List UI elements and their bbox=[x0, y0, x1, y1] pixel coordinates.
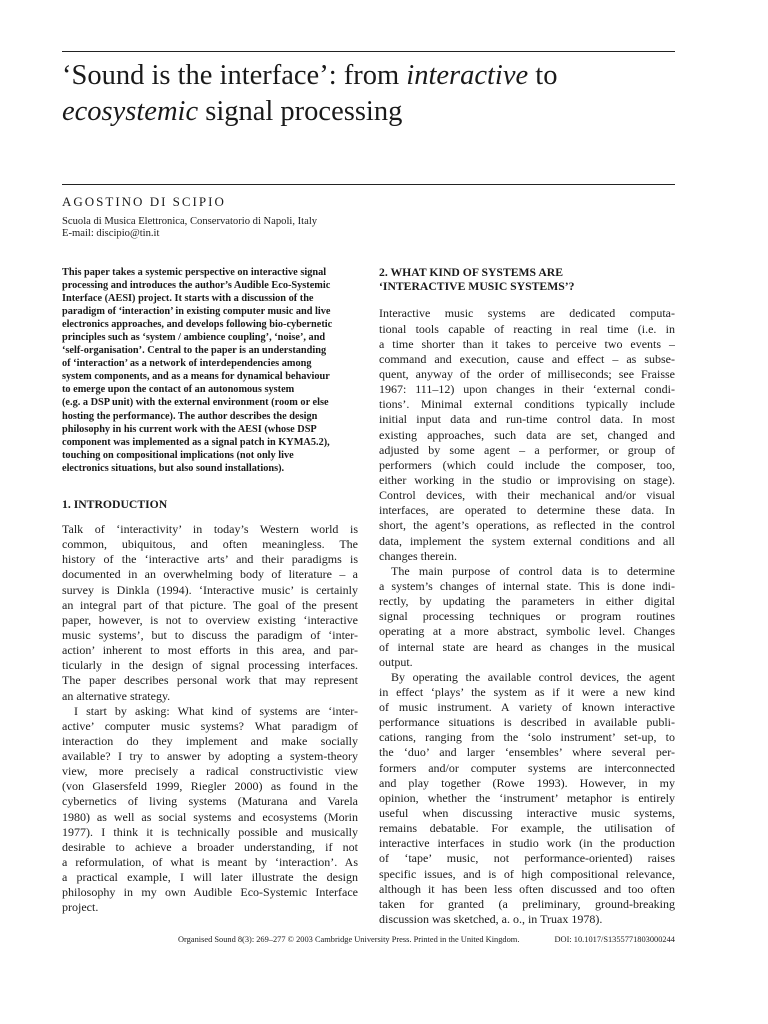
text-line: in effect ‘plays’ the system as if it were a new kind bbox=[379, 684, 675, 699]
text-line: (e.g. a DSP unit) with the external environment (room or else bbox=[62, 397, 329, 409]
text-line: formers and/or computer systems are interconnected bbox=[379, 760, 675, 775]
text-line: interfaces, are operated to determine these data. In bbox=[379, 503, 675, 518]
text-line: and play together (Rowe 1993). However, in my bbox=[379, 775, 675, 790]
text-line: paper, however, is not to overview existing ‘interactive bbox=[62, 612, 358, 627]
text-line: music systems’, but to discuss the paradigm of ‘inter- bbox=[62, 627, 358, 642]
text-line: philosophy in his current work with the AESI (whose DSP bbox=[62, 423, 317, 435]
text-line: tional tools capable of reacting in real time (i.e. in bbox=[379, 321, 675, 336]
top-rule bbox=[62, 51, 675, 52]
text-line: processing and introduces the author’s Audible Eco-Systemic bbox=[62, 280, 331, 292]
text-line: electronics approaches, and develops following bio-cybernetic bbox=[62, 319, 333, 331]
paper-title: ‘Sound is the interface’: from interactive to ecosystemic signal processing bbox=[62, 60, 558, 127]
text-line: project. bbox=[62, 900, 99, 915]
abstract bbox=[62, 266, 358, 475]
text-line: existing approaches, such data are set, changed and bbox=[379, 427, 675, 442]
text-line: electronics situations, but also sound installations). bbox=[62, 462, 285, 474]
text-line: The paper describes personal work that may represent bbox=[62, 673, 358, 688]
text-line: initial input data and run-time control data. In most bbox=[379, 412, 675, 427]
text-line: 1980) as well as social systems and ecosystems (Morin bbox=[62, 809, 358, 824]
text-line: a practical example, I will later illustrate the design bbox=[62, 870, 358, 885]
text-line: adjusted by some agent – a performer, or group of bbox=[379, 442, 675, 457]
text-line: a time shorter than it takes to perceive two events – bbox=[379, 336, 675, 351]
text-line: The main purpose of control data is to determine bbox=[391, 563, 675, 578]
text-line: 1967: 111–12) upon changes in their ‘external condi- bbox=[379, 382, 675, 397]
text-line: tions’. Minimal external conditions typically include bbox=[379, 397, 675, 412]
text-line: short, the agent’s operations, as reflected in the control bbox=[379, 518, 675, 533]
text-line: of internal state are heard as changes in the musical bbox=[379, 639, 675, 654]
text-line: command and execution, cause and effect – as subse- bbox=[379, 351, 675, 366]
text-line: interaction do they implement and make socially bbox=[62, 733, 358, 748]
text-line: output. bbox=[379, 654, 413, 669]
text-line: survey is Dinkla (1994). ‘Interactive music’ is certainly bbox=[62, 582, 358, 597]
section-2-heading: 2. WHAT KIND OF SYSTEMS ARE ‘INTERACTIVE MUSIC SYSTEMS’? bbox=[379, 266, 575, 294]
text-line: of music instrument. A variety of known interactive bbox=[379, 700, 675, 715]
text-line: to emerge upon the contact of an autonomous system bbox=[62, 384, 295, 396]
text-line: opinion, whether the ‘instrument’ metaphor is entirely bbox=[379, 790, 675, 805]
text-line: By operating the available control devices, the agent bbox=[391, 669, 675, 684]
text-line: operating at a more abstract, symbolic level. Changes bbox=[379, 624, 675, 639]
text-line: history of the ‘interactive arts’ and their paradigms is bbox=[62, 552, 358, 567]
text-line: remains debatable. For example, the utilisation of bbox=[379, 821, 675, 836]
text-line: data, implement the system external conditions and all bbox=[379, 533, 675, 548]
text-line: Talk of ‘interactivity’ in today’s Western world is bbox=[62, 521, 358, 536]
text-line: although it has been less often discussed and too often bbox=[379, 881, 675, 896]
text-line: hosting the performance). The author describes the design bbox=[62, 410, 318, 422]
text-line: of ‘tape’ music, not performance-oriented) raises bbox=[379, 851, 675, 866]
title-rule bbox=[62, 184, 675, 185]
text-line: useful when discussing interactive music systems, bbox=[379, 806, 675, 821]
author-name: AGOSTINO DI SCIPIO bbox=[62, 194, 226, 209]
doi: DOI: 10.1017/S1355771803000244 bbox=[554, 935, 675, 944]
text-line: performance situations is described in available publi- bbox=[379, 715, 675, 730]
text-line: a system’s changes of internal state. This is done indi- bbox=[379, 578, 675, 593]
text-line: interactive interfaces in studio work (in the production bbox=[379, 836, 675, 851]
text-line: philosophy in my own Audible Eco-Systemic Interface bbox=[62, 885, 358, 900]
text-line: cations, ranging from the ‘solo instrument’ set-up, to bbox=[379, 730, 675, 745]
right-column bbox=[379, 266, 675, 927]
text-line: common, ubiquitous, and often meaningless. The bbox=[62, 537, 358, 552]
text-line: action’ inherent to most efforts in this area, and par- bbox=[62, 643, 358, 658]
text-line: specific issues, and is of high compositional relevance, bbox=[379, 866, 675, 881]
text-line: ticularly in the design of signal processing interfaces. bbox=[62, 658, 358, 673]
journal-citation: Organised Sound 8(3): 269–277 © 2003 Cambridge University Press. Printed in the United Kingdom. bbox=[178, 935, 520, 944]
text-line: desirable to achieve a broader understanding, if not bbox=[62, 839, 358, 854]
text-line: Interactive music systems are dedicated computa- bbox=[379, 306, 675, 321]
author-email: E-mail: discipio@tin.it bbox=[62, 228, 160, 239]
section-2-body bbox=[379, 306, 675, 927]
text-line: cybernetics of living systems (Maturana and Varela bbox=[62, 794, 358, 809]
text-line: a reformulation, of what is meant by ‘interaction’. As bbox=[62, 855, 358, 870]
text-line: either working in the studio or improvising on stage). bbox=[379, 472, 675, 487]
text-line: active’ computer music systems? What paradigm of bbox=[62, 718, 358, 733]
text-line: documented in an overwhelming body of literature – a bbox=[62, 567, 358, 582]
text-line: an integral part of that picture. The goal of the present bbox=[62, 597, 358, 612]
text-line: the ‘duo’ and larger ‘ensembles’ where several per- bbox=[379, 745, 675, 760]
text-line: I start by asking: What kind of systems are ‘inter- bbox=[74, 703, 358, 718]
section-1-body bbox=[62, 522, 358, 916]
text-line: rectly, by updating the parameters in either digital bbox=[379, 594, 675, 609]
text-line: of ‘interaction’ as a network of interdependencies among bbox=[62, 358, 312, 370]
text-line: quent, anyway of the order of milliseconds; see Fraisse bbox=[379, 366, 675, 381]
text-line: an alternative strategy. bbox=[62, 688, 171, 703]
text-line: (von Glasersfeld 1999, Riegler 2000) as found in the bbox=[62, 779, 358, 794]
text-line: touching on compositional implications (not only live bbox=[62, 449, 294, 461]
text-line: taken for granted (a preliminary, ground-breaking bbox=[379, 896, 675, 911]
text-line: Control devices, with their mechanical and/or visual bbox=[379, 488, 675, 503]
text-line: 1977). I think it is technically possible and musically bbox=[62, 824, 358, 839]
text-line: paradigm of ‘interaction’ in existing computer music and live bbox=[62, 306, 331, 318]
text-line: This paper takes a systemic perspective on interactive signal bbox=[62, 267, 327, 278]
text-line: available? I try to answer by adopting a system-theory bbox=[62, 749, 358, 764]
text-line: performers (which could include the composer, too, bbox=[379, 457, 675, 472]
text-line: discussion was sketched, a. o., in Truax 1978). bbox=[379, 912, 603, 927]
text-line: ‘self-organisation’. Central to the paper is an understanding bbox=[62, 345, 327, 357]
text-line: Interface (AESI) project. It starts with a discussion of the bbox=[62, 293, 314, 305]
text-line: component was implemented as a signal patch in KYMA5.2), bbox=[62, 436, 330, 448]
text-line: changes therein. bbox=[379, 548, 457, 563]
left-column bbox=[62, 266, 358, 916]
text-line: signal processing techniques or program routines bbox=[379, 609, 675, 624]
text-line: principles such as ‘system / ambience coupling’, ‘noise’, and bbox=[62, 332, 326, 344]
text-line: view, more precisely a radical constructivistic view bbox=[62, 764, 358, 779]
author-affiliation: Scuola di Musica Elettronica, Conservatorio di Napoli, Italy E-mail: discipio@tin.it bbox=[62, 216, 318, 239]
text-line: system components, and as a means for dynamical behaviour bbox=[62, 371, 330, 383]
section-1-heading: 1. INTRODUCTION bbox=[62, 497, 168, 511]
page-footer bbox=[178, 935, 675, 944]
